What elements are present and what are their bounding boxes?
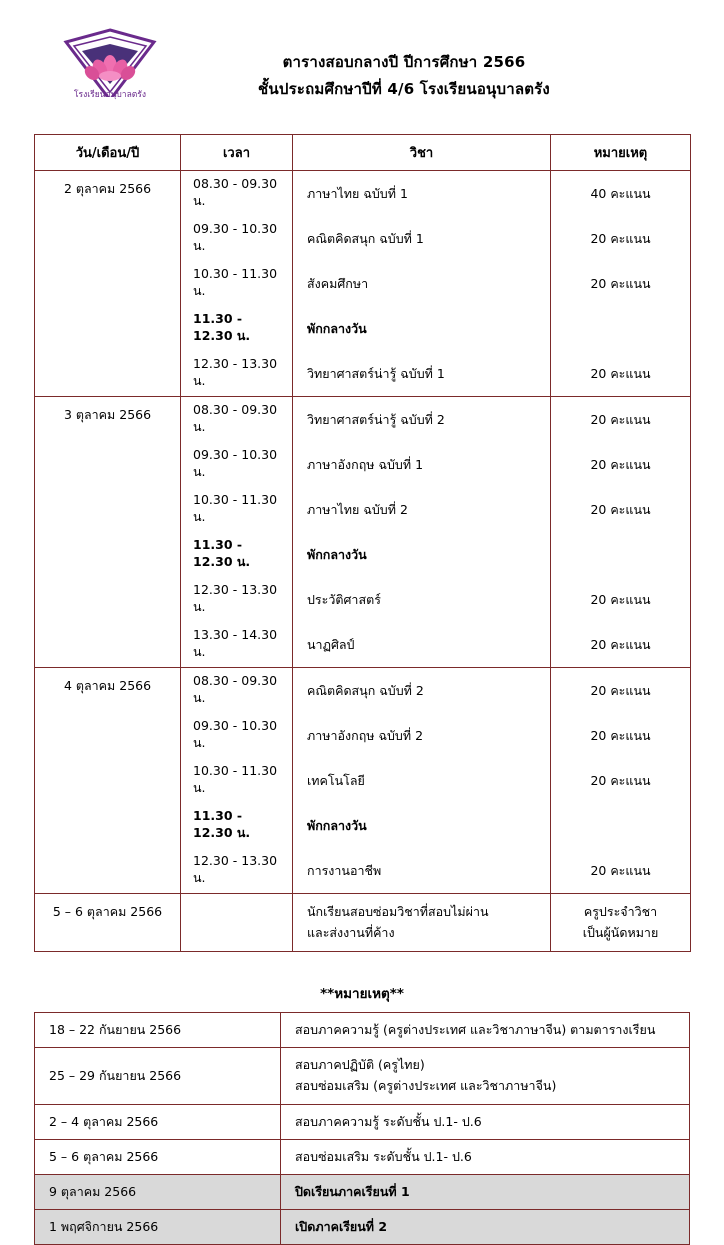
list-item	[35, 1174, 690, 1209]
page-subtitle: ชั้นประถมศึกษาปีที่ 4/6 โรงเรียนอนุบาลตรัง	[258, 79, 550, 98]
column-header-note: หมายเหตุ	[551, 135, 691, 171]
remark-text-line1: สอบภาคปฏิบัติ (ครูไทย)	[295, 1057, 425, 1073]
cell-subject: ประวัติศาสตร์	[293, 577, 551, 622]
cell-note: 20 คะแนน	[551, 848, 691, 894]
cell-note: 20 คะแนน	[551, 487, 691, 532]
cell-time: 08.30 - 09.30 น.	[181, 397, 293, 443]
document-header	[34, 22, 690, 126]
cell-note: 20 คะแนน	[551, 668, 691, 714]
cell-subject: ภาษาไทย ฉบับที่ 1	[293, 171, 551, 217]
cell-note	[551, 803, 691, 848]
cell-note: 20 คะแนน	[551, 216, 691, 261]
cell-subject: พักกลางวัน	[293, 532, 551, 577]
cell-note: 20 คะแนน	[551, 442, 691, 487]
remark-title: **หมายเหตุ**	[320, 986, 404, 1003]
list-item	[35, 1013, 690, 1048]
remark-date: 9 ตุลาคม 2566	[35, 1174, 281, 1209]
cell-time: 11.30 - 12.30 น.	[181, 306, 293, 351]
school-lotus-logo	[62, 22, 158, 114]
table-row	[35, 171, 691, 217]
cell-subject: คณิตคิดสนุก ฉบับที่ 2	[293, 668, 551, 714]
remark-text: สอบซ่อมเสริม ระดับชั้น ป.1- ป.6	[281, 1139, 690, 1174]
cell-date: 3 ตุลาคม 2566	[35, 397, 181, 668]
cell-time: 12.30 - 13.30 น.	[181, 848, 293, 894]
remark-text: สอบภาคความรู้ (ครูต่างประเทศ และวิชาภาษาจีน) ตามตารางเรียน	[281, 1013, 690, 1048]
remark-date: 5 – 6 ตุลาคม 2566	[35, 1139, 281, 1174]
cell-time: 10.30 - 11.30 น.	[181, 758, 293, 803]
remark-text: เปิดภาคเรียนที่ 2	[281, 1209, 690, 1244]
cell-subject: สังคมศึกษา	[293, 261, 551, 306]
cell-note	[551, 306, 691, 351]
cell-note: 20 คะแนน	[551, 713, 691, 758]
cell-date: 2 ตุลาคม 2566	[35, 171, 181, 397]
list-item	[35, 1139, 690, 1174]
cell-subject: คณิตคิดสนุก ฉบับที่ 1	[293, 216, 551, 261]
cell-subject: เทคโนโลยี	[293, 758, 551, 803]
cell-subject: นาฏศิลป์	[293, 622, 551, 668]
cell-note	[551, 532, 691, 577]
exam-schedule-table	[34, 134, 691, 952]
page-title: ตารางสอบกลางปี ปีการศึกษา 2566	[282, 53, 526, 71]
cell-note: 40 คะแนน	[551, 171, 691, 217]
cell-note: 20 คะแนน	[551, 351, 691, 397]
table-row	[35, 668, 691, 714]
cell-subject-line2: และส่งงานที่ค้าง	[307, 924, 395, 940]
cell-subject: ภาษาอังกฤษ ฉบับที่ 1	[293, 442, 551, 487]
cell-subject: พักกลางวัน	[293, 803, 551, 848]
cell-time: 09.30 - 10.30 น.	[181, 713, 293, 758]
cell-date: 4 ตุลาคม 2566	[35, 668, 181, 894]
cell-subject: วิทยาศาสตร์น่ารู้ ฉบับที่ 1	[293, 351, 551, 397]
remark-date: 25 – 29 กันยายน 2566	[35, 1048, 281, 1104]
cell-time: 10.30 - 11.30 น.	[181, 487, 293, 532]
title-block	[158, 22, 690, 103]
table-header-row	[35, 135, 691, 171]
table-row-makeup	[35, 894, 691, 952]
remark-date: 1 พฤศจิกายน 2566	[35, 1209, 281, 1244]
cell-time: 08.30 - 09.30 น.	[181, 668, 293, 714]
cell-subject	[293, 894, 551, 952]
cell-time: 09.30 - 10.30 น.	[181, 442, 293, 487]
cell-subject: พักกลางวัน	[293, 306, 551, 351]
cell-note: 20 คะแนน	[551, 397, 691, 443]
cell-time: 10.30 - 11.30 น.	[181, 261, 293, 306]
cell-time: 12.30 - 13.30 น.	[181, 577, 293, 622]
remark-date: 18 – 22 กันยายน 2566	[35, 1013, 281, 1048]
cell-time: 08.30 - 09.30 น.	[181, 171, 293, 217]
cell-time: 11.30 - 12.30 น.	[181, 532, 293, 577]
cell-note: 20 คะแนน	[551, 577, 691, 622]
column-header-subject: วิชา	[293, 135, 551, 171]
list-item	[35, 1209, 690, 1244]
cell-note-line1: ครูประจำวิชา	[583, 904, 658, 919]
cell-note	[551, 894, 691, 952]
remark-text-line2: สอบซ่อมเสริม (ครูต่างประเทศ และวิชาภาษาจีน)	[295, 1077, 557, 1093]
cell-time: 12.30 - 13.30 น.	[181, 351, 293, 397]
cell-note: 20 คะแนน	[551, 261, 691, 306]
cell-note-line2: เป็นผู้นัดหมาย	[582, 924, 659, 940]
cell-time: 09.30 - 10.30 น.	[181, 216, 293, 261]
column-header-date: วัน/เดือน/ปี	[35, 135, 181, 171]
cell-date: 5 – 6 ตุลาคม 2566	[35, 894, 181, 952]
remark-date: 2 – 4 ตุลาคม 2566	[35, 1104, 281, 1139]
list-item	[35, 1104, 690, 1139]
cell-note: 20 คะแนน	[551, 622, 691, 668]
cell-time	[181, 894, 293, 952]
column-header-time: เวลา	[181, 135, 293, 171]
cell-subject: ภาษาอังกฤษ ฉบับที่ 2	[293, 713, 551, 758]
table-row	[35, 397, 691, 443]
remark-text: ปิดเรียนภาคเรียนที่ 1	[281, 1174, 690, 1209]
cell-subject-line1: นักเรียนสอบซ่อมวิชาที่สอบไม่ผ่าน	[307, 904, 489, 919]
cell-time: 11.30 - 12.30 น.	[181, 803, 293, 848]
cell-note: 20 คะแนน	[551, 758, 691, 803]
remark-table	[34, 1012, 690, 1244]
cell-subject: การงานอาชีพ	[293, 848, 551, 894]
remark-text	[281, 1048, 690, 1104]
cell-time: 13.30 - 14.30 น.	[181, 622, 293, 668]
cell-subject: วิทยาศาสตร์น่ารู้ ฉบับที่ 2	[293, 397, 551, 443]
remark-text: สอบภาคความรู้ ระดับชั้น ป.1- ป.6	[281, 1104, 690, 1139]
logo-ribbon-text: โรงเรียนอนุบาลตรัง	[73, 90, 147, 100]
cell-subject: ภาษาไทย ฉบับที่ 2	[293, 487, 551, 532]
list-item	[35, 1048, 690, 1104]
